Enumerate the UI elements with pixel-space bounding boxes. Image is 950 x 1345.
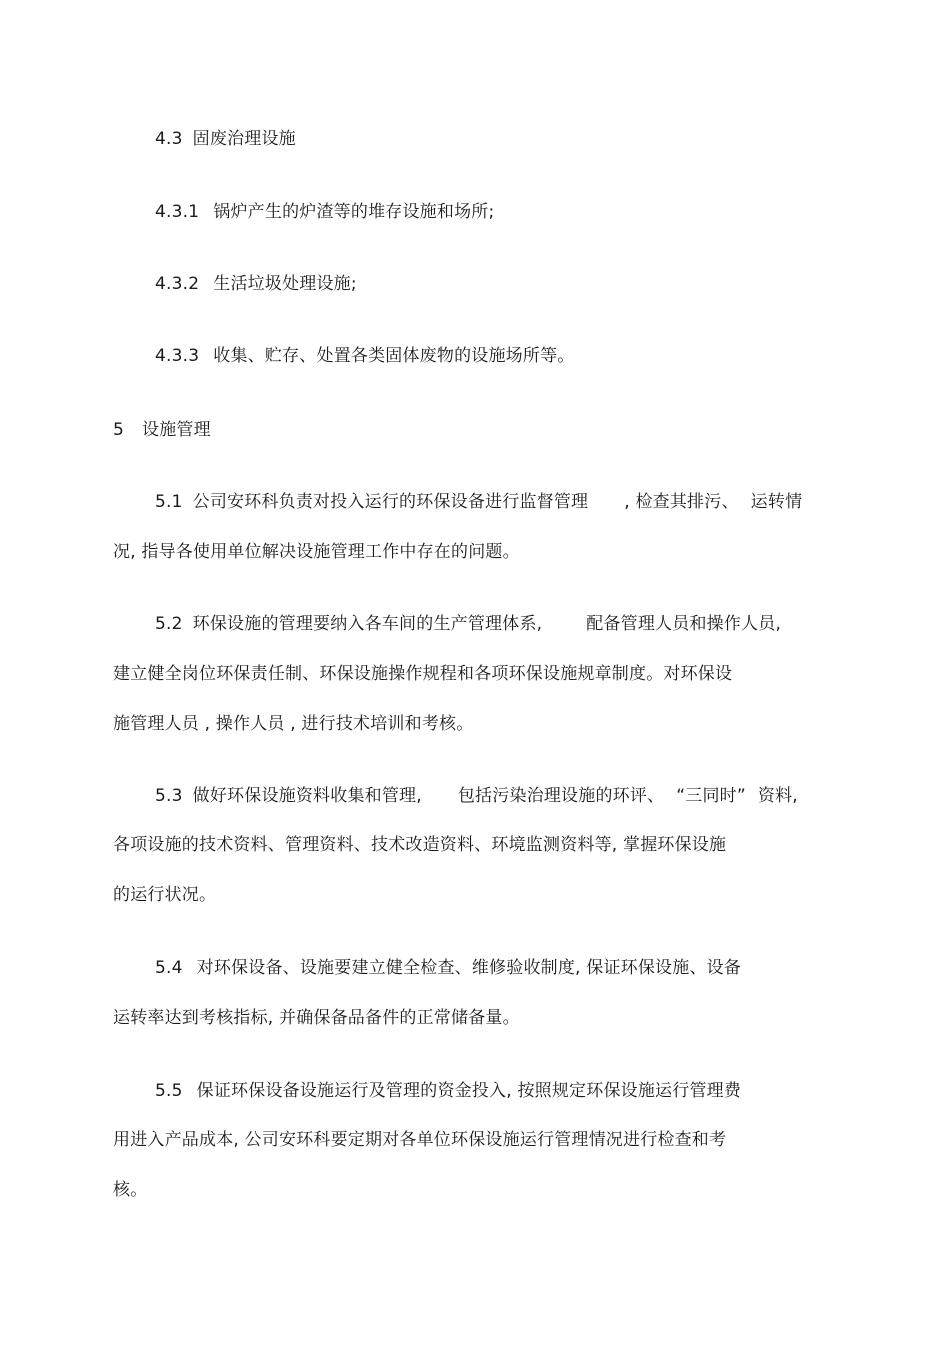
paragraph-text: 施管理人员 , 操作人员 , 进行技术培训和考核。	[113, 714, 474, 734]
paragraph-text: 做好环保设施资料收集和管理,	[192, 786, 422, 806]
paragraph-5-1-line-2	[113, 541, 520, 563]
section-number: 4.3	[155, 129, 183, 149]
section-title: 固废治理设施	[192, 129, 296, 149]
paragraph-text: 公司安环科负责对投入运行的环保设备进行监督管理	[192, 492, 589, 512]
paragraph-5-5-line-3	[113, 1179, 147, 1201]
paragraph-5-4-line-1	[155, 957, 741, 979]
paragraph-5-1-line-1	[155, 491, 802, 513]
paragraph-5-5-line-2	[113, 1129, 726, 1151]
item-text: 生活垃圾处理设施;	[213, 274, 357, 294]
item-4-3-2	[155, 273, 357, 295]
paragraph-text: 运转率达到考核指标, 并确保备品备件的正常储备量。	[113, 1008, 520, 1028]
section-5-heading	[113, 419, 211, 441]
item-text: 锅炉产生的炉渣等的堆存设施和场所;	[213, 202, 495, 222]
paragraph-text: 核。	[113, 1180, 148, 1200]
paragraph-number: 5.2	[155, 614, 183, 634]
paragraph-number: 5.1	[155, 492, 183, 512]
section-number: 5	[113, 420, 125, 440]
paragraph-5-2-line-1	[155, 613, 781, 635]
paragraph-text: 各项设施的技术资料、管理资料、技术改造资料、环境监测资料等, 掌握环保设施	[113, 835, 727, 855]
paragraph-text: 对环保设备、设施要建立健全检查、维修验收制度, 保证环保设施、设备	[196, 958, 742, 978]
paragraph-text: 资料,	[757, 786, 798, 806]
item-text: 收集、贮存、处置各类固体废物的设施场所等。	[213, 346, 575, 366]
paragraph-5-3-line-3	[113, 884, 216, 906]
paragraph-text: , 检查其排污、	[624, 492, 739, 512]
item-4-3-1	[155, 201, 494, 223]
paragraph-text: 况, 指导各使用单位解决设施管理工作中存在的问题。	[113, 542, 520, 562]
paragraph-text: 包括污染治理设施的环评、	[457, 786, 665, 806]
paragraph-text: 建立健全岗位环保责任制、环保设施操作规程和各项环保设施规章制度。对环保设	[113, 664, 733, 684]
paragraph-number: 5.3	[155, 786, 183, 806]
section-4-3-heading	[155, 128, 296, 150]
paragraph-5-3-line-1	[155, 785, 798, 807]
paragraph-text: 保证环保设备设施运行及管理的资金投入, 按照规定环保设施运行管理费	[196, 1081, 742, 1101]
paragraph-number: 5.4	[155, 958, 183, 978]
paragraph-number: 5.5	[155, 1081, 183, 1101]
item-number: 4.3.3	[155, 346, 200, 366]
paragraph-text: 用进入产品成本, 公司安环科要定期对各单位环保设施运行管理情况进行检查和考	[113, 1130, 727, 1150]
paragraph-5-3-line-2	[113, 834, 726, 856]
item-4-3-3	[155, 345, 574, 367]
section-title: 设施管理	[142, 420, 211, 440]
paragraph-5-2-line-3	[113, 713, 473, 735]
paragraph-5-5-line-1	[155, 1080, 741, 1102]
paragraph-text: 运转情	[750, 492, 803, 512]
item-number: 4.3.2	[155, 274, 200, 294]
paragraph-5-4-line-2	[113, 1007, 520, 1029]
paragraph-text: “三同时”	[676, 786, 746, 806]
paragraph-5-2-line-2	[113, 663, 732, 685]
item-number: 4.3.1	[155, 202, 200, 222]
paragraph-text: 的运行状况。	[113, 885, 217, 905]
paragraph-text: 配备管理人员和操作人员,	[586, 614, 782, 634]
paragraph-text: 环保设施的管理要纳入各车间的生产管理体系,	[192, 614, 543, 634]
